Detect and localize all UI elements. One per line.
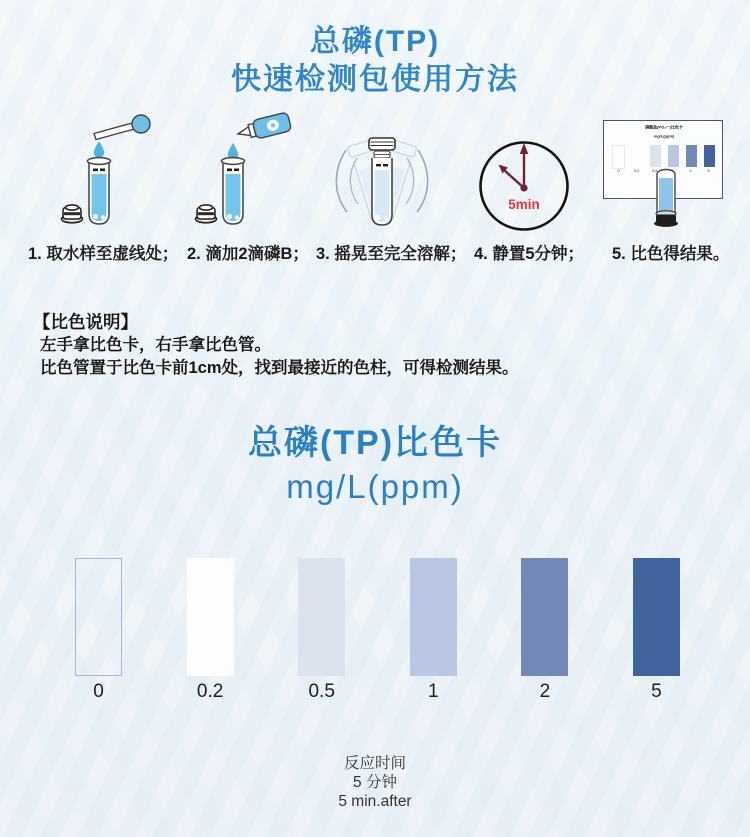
test-tube-icon (222, 158, 245, 224)
reaction-time-line1: 反应时间 (343, 755, 406, 772)
mini-swatch-0.2 (632, 145, 643, 167)
shake-arc-left-outer (336, 150, 347, 212)
note-line2: 比色管置于比色卡前1cm处，找到最接近的色柱，可得检测结果。 (40, 359, 519, 377)
swatch-row (75, 558, 680, 676)
step1-label: 1. 取水样至虚线处； (28, 245, 179, 263)
step5-label: 5. 比色得结果。 (612, 245, 730, 263)
swatch-value-0: 0 (93, 681, 104, 702)
color-card-title: 总磷(TP)比色卡 (247, 424, 503, 462)
swatch-5 (633, 558, 680, 676)
mini-swatch-0 (612, 145, 625, 169)
step5-comparison-tube (646, 166, 686, 230)
mini-value-0.5: 0.5 (651, 168, 657, 173)
color-card-title-block (0, 422, 750, 507)
test-tube-icon (88, 158, 111, 224)
note-heading: 【比色说明】 (33, 312, 138, 332)
swatch-value-2: 2 (539, 681, 551, 702)
page-title (0, 24, 750, 98)
step3-illustration-shaking-tube (313, 108, 443, 236)
swatch-2 (521, 558, 568, 676)
mini-swatch-1 (668, 145, 679, 167)
reaction-time-note (0, 754, 750, 811)
note-line1: 左手拿比色卡，右手拿比色管。 (40, 336, 271, 354)
mini-value-0: 0 (616, 168, 620, 173)
step1-illustration-sample-dropper (58, 110, 170, 238)
capped-tube-icon (369, 138, 395, 225)
swatch-0 (75, 558, 122, 676)
swatch-0.5 (298, 558, 345, 676)
reaction-time-line3: 5 min.after (338, 793, 412, 810)
title-line2: 快速检测包使用方法 (231, 63, 519, 96)
shake-arc-right-outer (417, 150, 428, 212)
mini-value-2: 2 (688, 168, 692, 173)
tube-cap-icon (62, 205, 83, 223)
swatch-value-1: 1 (427, 681, 439, 702)
swatch-value-5: 5 (651, 681, 662, 702)
mini-card-unit: mg/L(ppm) (653, 134, 675, 139)
step2-illustration-reagent-bottle (192, 110, 304, 238)
mini-value-5: 5 (706, 168, 710, 173)
step4-label: 4. 静置5分钟； (474, 245, 585, 263)
water-drop-icon (94, 141, 104, 158)
reaction-time-line2: 5 分钟 (353, 774, 397, 791)
colorimetric-note (33, 310, 519, 380)
mini-card-title: 磷酸盐(PO₄³⁻)比色卡 (645, 125, 683, 130)
step4-illustration-clock (477, 139, 571, 233)
color-card-unit: mg/L(ppm) (286, 468, 464, 505)
step2-label: 2. 滴加2滴磷B； (187, 245, 309, 263)
dropper-icon (94, 115, 150, 140)
mini-swatch-0.5 (650, 145, 661, 167)
swatch-value-0.5: 0.5 (308, 681, 335, 702)
mini-swatch-5 (704, 145, 715, 167)
tube-cap-icon (196, 205, 217, 223)
mini-card-titles (604, 125, 724, 143)
swatch-value-row (75, 681, 680, 703)
step3-label: 3. 摇晃至完全溶解； (316, 245, 467, 263)
reagent-bottle-icon (236, 112, 292, 143)
title-line1: 总磷(TP) (309, 25, 441, 58)
swatch-value-0.2: 0.2 (196, 681, 224, 702)
swatch-1 (410, 558, 457, 676)
mini-swatch-2 (686, 145, 697, 167)
clock-5min-label: 5min (508, 197, 540, 212)
swatch-0.2 (187, 558, 234, 676)
inverted-tube-icon (654, 170, 678, 227)
clock-hands-icon (499, 143, 529, 192)
mini-value-0.2: 0.2 (633, 168, 639, 173)
